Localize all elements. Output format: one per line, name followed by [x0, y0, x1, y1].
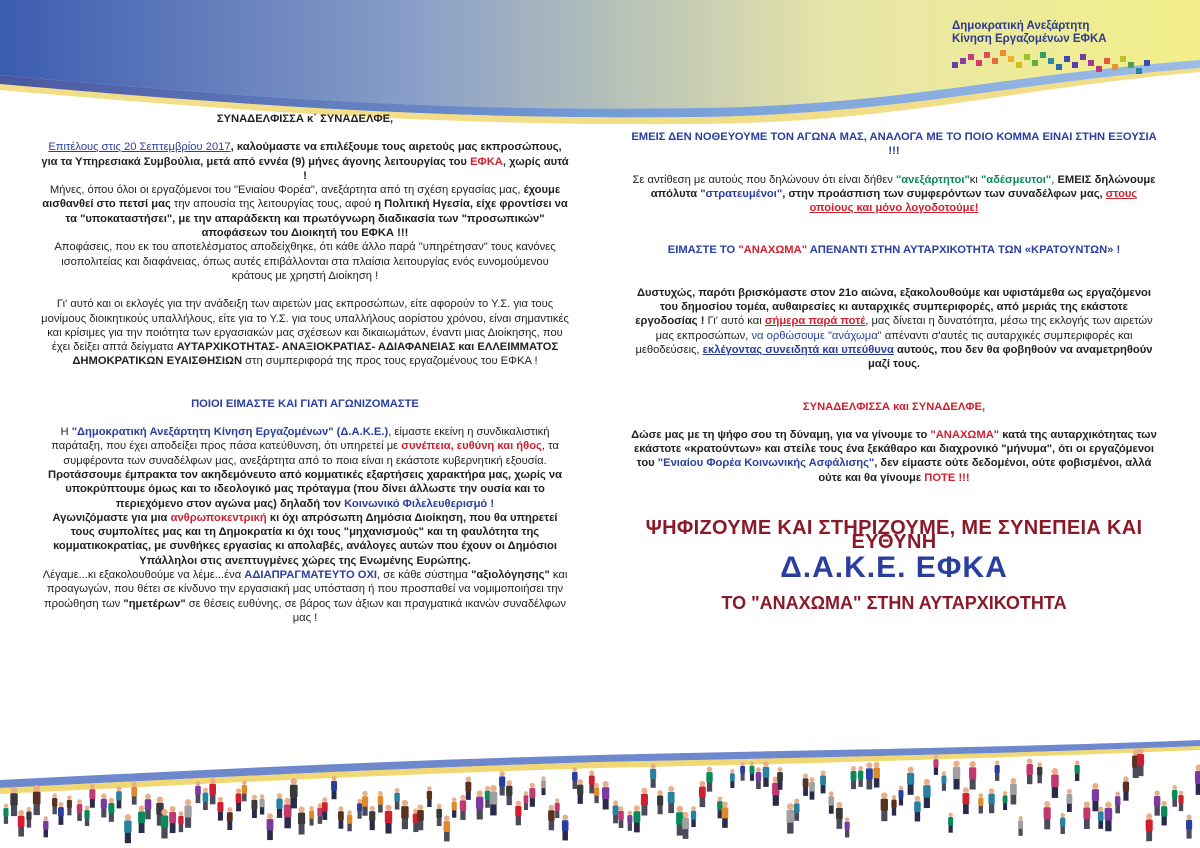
crowd-person: [548, 805, 555, 831]
p1-text-b: , χωρίς αυτά !: [303, 155, 569, 182]
crowd-person: [828, 791, 834, 813]
crowd-person: [969, 761, 976, 790]
crowd-person: [1092, 783, 1099, 811]
crowd-person: [594, 783, 599, 803]
crowd-person: [26, 807, 31, 828]
crowd-person: [3, 804, 8, 824]
p6-text-b: Κοινωνικό Φιλελευθερισμό !: [344, 497, 495, 510]
crowd-person: [378, 791, 383, 813]
crowd-person: [184, 799, 191, 828]
crowd-person: [914, 796, 921, 822]
crowd-person: [1060, 813, 1065, 834]
crowd-person: [138, 805, 145, 833]
crowd-person: [227, 807, 233, 830]
crowd-person: [1037, 762, 1042, 783]
crowd-person: [562, 815, 569, 841]
left-paragraph-7: [40, 511, 570, 568]
crowd-person: [58, 802, 64, 825]
crowd-person: [1161, 801, 1167, 826]
right-paragraph-3: [628, 428, 1160, 485]
crowd-person: [699, 781, 706, 807]
crowd-person: [589, 770, 595, 793]
p5-text-a: Η: [60, 426, 72, 439]
p8-text-b: ΑΔΙΑΠΡΑΓΜΑΤΕΥΤΟ ΟΧΙ: [244, 569, 378, 582]
p7-text-a: Αγωνιζόμαστε για μια: [52, 511, 171, 524]
crowd-person: [242, 780, 247, 801]
p7-text-c: κι όχι απρόσωπη Δημόσια Διοίκηση, που θα υπηρετεί τους συμπολίτες μας και τη Δημοκρατία κι όχι τους "μηχανισμούς" και τη φαυλότητα της κομματικοκρατίας, με συνθήκες εργασίας κι απολαβές, ανάλογες αυτών που έχουν οι Δημόσιοι Υπάλληλοι στις ανεπτυγμένες χώρες της Ενωμένης Ευρώπης.: [53, 511, 558, 567]
right-greeting: ΣΥΝΑΔΕΛΦΙΣΣΑ και ΣΥΝΑΔΕΛΦΕ,: [802, 400, 986, 413]
crowd-person: [116, 786, 122, 808]
crowd-person: [1123, 776, 1129, 800]
crowd-person: [923, 779, 930, 808]
crowd-person: [730, 769, 735, 788]
crowd-person: [357, 799, 362, 819]
crowd-person: [1098, 807, 1104, 829]
p2-text-b: έχουμε αισθανθεί στο πετσί μας: [42, 184, 561, 211]
crowd-person: [650, 764, 656, 788]
right-column: [628, 130, 1160, 613]
crowd-person: [691, 806, 696, 827]
crowd-person: [1018, 816, 1023, 836]
crowd-person: [820, 770, 826, 793]
crowd-person: [541, 776, 546, 795]
crowd-person: [452, 797, 457, 817]
p8-text-e: και προαγωγών, που θέτει σε κίνδυνο την εργασιακή μας υπόσταση ή που προσπαθεί να νομιμοποιήσει την προώθηση των: [43, 569, 568, 610]
crowd-person: [89, 784, 95, 808]
crowd-person: [1066, 789, 1072, 812]
crowd-person: [209, 778, 216, 804]
crowd-person: [10, 787, 17, 816]
rp3-text-b: "ΑΝΑΧΩΜΑ": [930, 428, 1000, 441]
left-paragraph-2: [40, 183, 570, 240]
crowd-person: [217, 797, 223, 821]
crowd-person: [347, 810, 352, 831]
rp2-text-h: αυτούς, που δεν θα φοβηθούν να αναμετρηθούν μαζί τους.: [867, 343, 1153, 371]
crowd-person: [260, 794, 265, 814]
p8-text-c: , σε κάθε σύστημα: [377, 569, 472, 582]
crowd-person: [898, 786, 903, 806]
slogan-dake-efka: Δ.Α.Κ.Ε. ΕΦΚΑ: [780, 550, 1008, 584]
crowd-person: [131, 782, 137, 805]
left-paragraph-4: [40, 297, 570, 368]
rh2-a: ΕΙΜΑΣΤΕ ΤΟ: [667, 244, 739, 257]
crowd-person: [836, 802, 843, 829]
crowd-person: [369, 806, 375, 830]
p5-org-name: "Δημοκρατική Ανεξάρτητη Κίνηση Εργαζομένων" (Δ.Α.Κ.Ε.): [71, 426, 389, 439]
crowd-person: [309, 806, 314, 825]
crowd-person: [891, 795, 896, 816]
rp3-text-c: κατά της αυταρχικότητας των εκάστοτε «κρατούντων» και στείλε τους ένα ξεκάθαρο και διαχρονικό "μήνυμα", ότι οι εργαζόμενοι του: [633, 428, 1157, 470]
left-paragraph-1: [40, 140, 570, 183]
crowd-person: [276, 793, 282, 818]
rh2-c: ΑΠΕΝΑΝΤΙ ΣΤΗΝ ΑΥΤΑΡΧΙΚΟΤΗΤΑ: [807, 244, 999, 257]
p7-text-b: ανθρωποκεντρική: [170, 511, 267, 524]
crowd-person: [953, 761, 960, 790]
crowd-person: [108, 798, 114, 822]
crowd-person: [948, 813, 953, 833]
rp1-text-h: , στην προάσπιση των συμφερόντων των συναδέλφων μας,: [782, 187, 1106, 200]
crowd-person: [809, 777, 815, 800]
left-paragraph-6: [40, 468, 570, 511]
crowd-person: [529, 783, 535, 807]
crowd-person: [465, 777, 471, 800]
crowd-person: [933, 755, 938, 775]
left-greeting: ΣΥΝΑΔΕΛΦΙΣΣΑ κ΄ ΣΥΝΑΔΕΛΦΕ,: [216, 113, 394, 125]
crowd-person: [1010, 778, 1017, 805]
crowd-person: [555, 798, 560, 818]
crowd-person: [803, 773, 809, 796]
crowd-person: [941, 771, 946, 791]
crowd-person: [499, 771, 505, 795]
crowd-person: [907, 767, 914, 795]
crowd-person: [962, 787, 969, 814]
rp1-text-c: κι: [969, 173, 981, 186]
crowd-person: [124, 814, 131, 843]
crowd-person: [794, 798, 800, 820]
crowd-person: [436, 804, 442, 826]
crowd-person: [18, 810, 25, 837]
who-we-are-heading: ΠΟΙΟΙ ΕΙΜΑΣΤΕ ΚΑΙ ΓΙΑΤΙ ΑΓΩΝΙΖΟΜΑΣΤΕ: [191, 397, 419, 410]
crowd-person: [236, 788, 242, 811]
crowd-person: [858, 766, 863, 787]
right-paragraph-2: [628, 286, 1160, 372]
p5-text-b: , είμαστε εκείνη η συνδικαλιστική παράταξη, που έχει αποδείξει προς πάσα κατεύθυνση, ότι υπηρετεί με: [51, 426, 550, 453]
p5-text-c: συνέπεια, ευθύνη και ήθος: [401, 440, 542, 453]
rp3-text-d: "Ενιαίου Φορέα Κοινωνικής Ασφάλισης": [657, 457, 875, 470]
left-paragraph-8: [40, 568, 570, 625]
crowd-person: [331, 776, 337, 799]
p2-text-a: Μήνες, όπου όλοι οι εργαζόμενοι του "Ενιαίου Φορέα", ανεξάρτητα από τη σχέση εργασίας μας,: [49, 184, 524, 197]
crowd-person: [101, 793, 107, 817]
rp1-text-i: στους οποίους και μόνο λογοδοτούμε!: [809, 187, 1138, 215]
rh2-d: ΤΩΝ «ΚΡΑΤΟΥΝΤΩΝ» !: [998, 244, 1121, 257]
crowd-person: [756, 767, 762, 789]
crowd-person: [1186, 815, 1192, 839]
crowd-person: [706, 767, 712, 792]
crowd-person: [33, 785, 41, 815]
crowd-person: [602, 781, 609, 810]
rp3-text-e: , δεν είμαστε ούτε δεδομένοι, ούτε φοβισμένοι, αλλά ούτε και θα γίνουμε: [818, 457, 1152, 484]
logo-bars-graphic: [952, 48, 1162, 76]
crowd-person: [401, 800, 408, 829]
crowd-person: [995, 761, 1000, 781]
p2-text-c: την απουσία της λειτουργίας τους, αφού: [170, 198, 375, 211]
crowd-person: [740, 762, 745, 781]
rp2-text-d: , μας δίνεται η δυνατότητα, μέσω της εκλογής των αιρετών μας εκπροσώπων,: [655, 315, 1153, 342]
rp1-text-d: "αδέσμευτοι": [980, 173, 1052, 186]
p2-text-d: η Πολιτική Ηγεσία, είχε φροντίσει να τα "υποκαταστήσει", με την απαράδεκτη και πρωτόγνωρη διαδικασία των "προσωπικών" αποφάσεων του Διοικητή του ΕΦΚΑ !!!: [65, 198, 568, 240]
crowd-person: [613, 800, 619, 823]
crowd-person: [460, 795, 466, 820]
crowd-person: [52, 793, 57, 814]
crowd-person: [84, 806, 89, 826]
left-paragraph-5: [40, 425, 570, 468]
crowd-person: [786, 803, 794, 833]
crowd-person: [515, 801, 521, 826]
right-heading-2: [628, 243, 1160, 257]
rp1-text-e: ,: [1051, 173, 1058, 186]
crowd-person: [298, 806, 305, 834]
crowd-person: [1003, 791, 1008, 810]
crowd-person: [203, 788, 209, 810]
rp1-text-g: "στρατευμένοι": [700, 187, 783, 200]
rp2-text-g: εκλέγοντας συνειδητά και υπεύθυνα: [702, 343, 894, 356]
rp1-text-b: "ανεξάρτητοι": [895, 173, 970, 186]
crowd-person: [577, 779, 583, 804]
crowd-person: [490, 785, 498, 815]
rp2-text-b: Γι' αυτό και: [704, 315, 765, 328]
crowd-person: [284, 798, 292, 829]
rp2-text-f: απέναντι σ'αυτές τις αυταρχικές συμπεριφορές και μεθοδεύσεις,: [635, 329, 1133, 356]
p5-text-d: , τα συμφέροντα των συναδέλφων μας, ανεξάρτητα από το ποια είναι η εκάστοτε κυβερνητική εξουσία.: [63, 440, 559, 467]
crowd-person: [1146, 813, 1153, 841]
crowd-person: [338, 806, 344, 828]
crowd-person: [750, 762, 755, 781]
slogan-line-3: ΤΟ "ΑΝΑΧΩΜΑ" ΣΤΗΝ ΑΥΤΑΡΧΙΚΟΤΗΤΑ: [721, 592, 1067, 613]
rp2-text-c: σήμερα παρά ποτέ: [764, 315, 866, 328]
crowd-person: [444, 815, 451, 841]
crowd-person: [43, 816, 48, 837]
p8-text-g: σε θέσεις ευθύνης, σε βάρος των άξιων και πραγματικά ικανών συναδέλφων μας !: [185, 597, 567, 624]
crowd-person: [195, 781, 201, 803]
p8-text-a: Λέγαμε...κι εξακολουθούμε να λέμε...ένα: [42, 569, 245, 582]
crowd-person: [1137, 748, 1144, 776]
crowd-person: [427, 786, 432, 807]
crowd-person: [485, 786, 491, 808]
right-paragraph-1: [628, 173, 1160, 216]
crowd-person: [845, 817, 850, 837]
crowd-person: [881, 792, 888, 821]
crowd-person: [317, 803, 322, 824]
crowd-person: [322, 797, 328, 820]
crowd-person: [1083, 801, 1090, 829]
p1-text-a: , καλούμαστε να επιλέξουμε τους αιρετούς μας εκπροσώπους, για τα Υπηρεσιακά Συμβούλια, μετά από εννέα (9) μήνες άγονης λειτουργίας του: [41, 141, 562, 168]
crowd-person: [873, 762, 880, 788]
rh2-b: "ΑΝΑΧΩΜΑ": [738, 244, 808, 257]
crowd-person: [1178, 791, 1183, 812]
crowd-person: [633, 805, 640, 832]
crowd-person: [777, 767, 783, 790]
crowd-person: [627, 811, 632, 831]
crowd-person: [1044, 801, 1051, 829]
crowd-person: [161, 809, 168, 838]
crowd-person: [722, 802, 729, 828]
rp3-text-f: ΠΟΤΕ !!!: [924, 471, 970, 484]
crowd-person: [763, 761, 769, 787]
crowd-person: [67, 796, 72, 816]
crowd-person: [682, 812, 689, 839]
p8-text-d: "αξιολόγησης": [471, 569, 550, 582]
crowd-person: [145, 794, 152, 820]
rp2-text-a: Δυστυχώς, παρότι βρισκόμαστε στον 21ο αιώνα, εξακολουθούμε και υφιστάμεθα ως εργαζόμενοι του δημοσίου τομέα, αυθαιρεσίες κι αυταρχικές συμπεριφορές, από μεριάς της εκάστοτε εργοδοσίας !: [635, 286, 1151, 328]
crowd-person: [178, 811, 183, 832]
crowd-person: [290, 778, 298, 808]
crowd-person: [1026, 758, 1033, 784]
rp2-text-e: να ορθώσουμε "ανάχωμα": [751, 329, 882, 342]
crowd-person: [394, 788, 399, 810]
rp1-text-f: ΕΜΕΙΣ δηλώνουμε απόλυτα: [650, 173, 1156, 200]
crowd-person: [851, 766, 857, 789]
p4-text-a: Γι' αυτό και οι εκλογές για την ανάδειξη των αιρετών μας εκπροσώπων, είτε αφορούν το Υ.Σ. για τους μονίμους διοικητικούς υπαλλήλους, είτε για το Υ.Σ. για τους υπαλλήλους αορίστου χρόνου, είναι σημαντικές και κρίσιμες για την ποιότητα των εργασιακών μας σχέσεων και δικαιωμάτων, έναντι μιας Διοίκησης, που έχει δείξει απτά δείγματα: [41, 298, 569, 354]
crowd-person: [866, 762, 873, 789]
crowd-illustration: [0, 740, 1200, 848]
slogan-line-1: ΨΗΦΙΖΟΥΜΕ ΚΑΙ ΣΤΗΡΙΖΟΥΜΕ, ΜΕ ΣΥΝΕΠΕΙΑ ΚΑΙ ΕΥΘΥΝΗ: [645, 517, 1143, 554]
crowd-wave-yellow: [0, 746, 1200, 794]
crowd-person: [1154, 790, 1160, 815]
logo-line-2: Κίνηση Εργαζομένων ΕΦΚΑ: [952, 33, 1107, 45]
crowd-person: [1051, 768, 1059, 798]
p1-efka: ΕΦΚΑ: [470, 155, 503, 168]
crowd-person: [524, 791, 529, 810]
crowd-person: [978, 793, 983, 813]
logo: [952, 20, 1162, 81]
left-column: [40, 112, 570, 625]
crowd-person: [77, 799, 83, 821]
crowd-person: [1075, 760, 1080, 781]
crowd-person: [988, 788, 994, 813]
right-heading-1: ΕΜΕΙΣ ΔΕΝ ΝΟΘΕΥΟΥΜΕ ΤΟΝ ΑΓΩΝΑ ΜΑΣ, ΑΝΑΛΟΓΑ ΜΕ ΤΟ ΠΟΙΟ ΚΟΜΜΑ ΕΙΝΑΙ ΣΤΗΝ ΕΞΟΥΣΙΑ !!!: [631, 131, 1157, 158]
crowd-person: [1105, 801, 1113, 831]
election-date: Επιτέλους στις 20 Σεπτεμβρίου 2017: [48, 141, 231, 154]
crowd-person: [1195, 764, 1200, 795]
crowd-person: [618, 806, 624, 828]
rp3-text-a: Δώσε μας με τη ψήφο σου τη δύναμη, για να γίνουμε το: [631, 428, 931, 441]
crowd-person: [417, 804, 424, 830]
p4-text-c: στη συμπεριφορά της προς τους εργαζομένους του ΕΦΚΑ !: [242, 355, 538, 368]
crowd-person: [668, 786, 675, 813]
p4-text-b: ΑΥΤΑΡΧΙΚΟΤΗΤΑΣ- ΑΝΑΞΙΟΚΡΑΤΙΑΣ- ΑΔΙΑΦΑΝΕΙΑΣ και ΕΛΛΕΙΜΜΑΤΟΣ ΔΗΜΟΚΡΑΤΙΚΩΝ ΕΥΑΙΣΘΗΣΙΩΝ: [72, 341, 559, 368]
rp1-text-a: Σε αντίθεση με αυτούς που δηλώνουν ότι είναι δήθεν: [632, 173, 896, 186]
logo-line-1: Δημοκρατική Ανεξάρτητη: [952, 20, 1090, 32]
crowd-person: [362, 791, 368, 816]
left-paragraph-3: Αποφάσεις, που εκ του αποτελέσματος αποδείχθηκε, ότι κάθε άλλο παρά "υπηρέτησαν" τους κανόνες ισοπολιτείας και διαφάνειας, όπως αυτές επιβάλλονται στα πλαίσια λειτουργίας ενός ευνομούμενου κράτους με χρηστή Διοίκηση !: [54, 241, 556, 282]
crowd-person: [251, 795, 257, 818]
crowd-person: [572, 767, 578, 789]
crowd-person: [476, 790, 483, 819]
crowd-person: [657, 790, 663, 814]
crowd-person: [1172, 785, 1178, 807]
p6-text-a: Προτάσσουμε έμπρακτα τον ακηδεμόνευτο από κομματικές εξαρτήσεις χαρακτήρα μας, χωρίς να υποκρύπτουμε όμως και το ιδεολογικό μας πρόταγμα (που δίνει άλλωστε την ουσία και το περιεχόμενο στον αγώνα μας) δηλαδή τον: [48, 468, 562, 510]
crowd-person: [506, 780, 512, 805]
crowd-person: [267, 813, 274, 840]
crowd-person: [169, 806, 176, 833]
crowd-person: [385, 805, 392, 834]
p8-text-f: "ημετέρων": [123, 597, 186, 610]
crowd-person: [1115, 791, 1121, 813]
crowd-person: [641, 788, 648, 816]
